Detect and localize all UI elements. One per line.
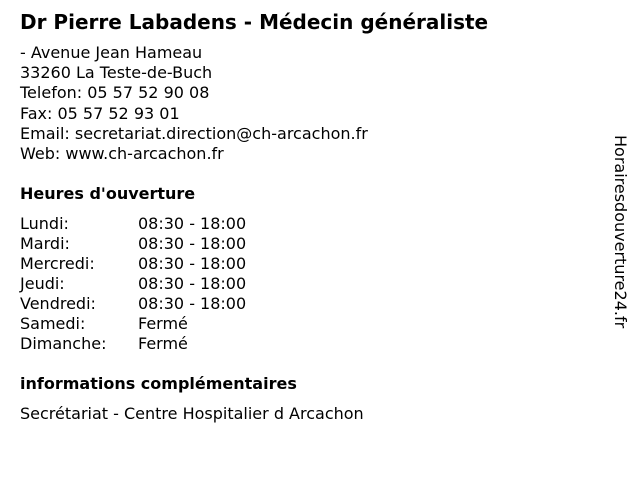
hours-value: Fermé [138,334,188,353]
additional-info-text: Secrétariat - Centre Hospitalier d Arcachon [20,404,364,423]
contact-city: 33260 La Teste-de-Buch [20,63,213,83]
hours-value: 08:30 - 18:00 [138,214,247,233]
day-label: Lundi: [20,214,69,233]
day-label: Dimanche: [20,334,107,353]
opening-hours-table [20,214,246,354]
contact-block [20,43,368,164]
hours-row-monday [20,214,246,234]
day-label: Vendredi: [20,294,96,313]
hours-value: 08:30 - 18:00 [138,234,247,253]
hours-row-sunday [20,334,246,354]
contact-email: Email: secretariat.direction@ch-arcachon.fr [20,123,368,143]
hours-row-wednesday [20,254,246,274]
hours-value: 08:30 - 18:00 [138,274,247,293]
site-watermark: Horairesdouverture24.fr [611,135,630,329]
hours-row-friday [20,294,246,314]
day-label: Mardi: [20,234,70,253]
hours-value: Fermé [138,314,188,333]
hours-row-tuesday [20,234,246,254]
contact-web: Web: www.ch-arcachon.fr [20,144,224,164]
day-label: Samedi: [20,314,86,333]
opening-hours-heading: Heures d'ouverture [20,184,196,203]
contact-phone: Telefon: 05 57 52 90 08 [20,83,210,103]
hours-value: 08:30 - 18:00 [138,254,247,273]
contact-street: - Avenue Jean Hameau [20,43,203,62]
hours-row-saturday [20,314,246,334]
day-label: Jeudi: [20,274,65,293]
hours-row-thursday [20,274,246,294]
page-title: Dr Pierre Labadens - Médecin généraliste [20,10,489,34]
day-label: Mercredi: [20,254,95,273]
contact-fax: Fax: 05 57 52 93 01 [20,103,180,123]
hours-value: 08:30 - 18:00 [138,294,247,313]
additional-info-heading: informations complémentaires [20,374,297,393]
